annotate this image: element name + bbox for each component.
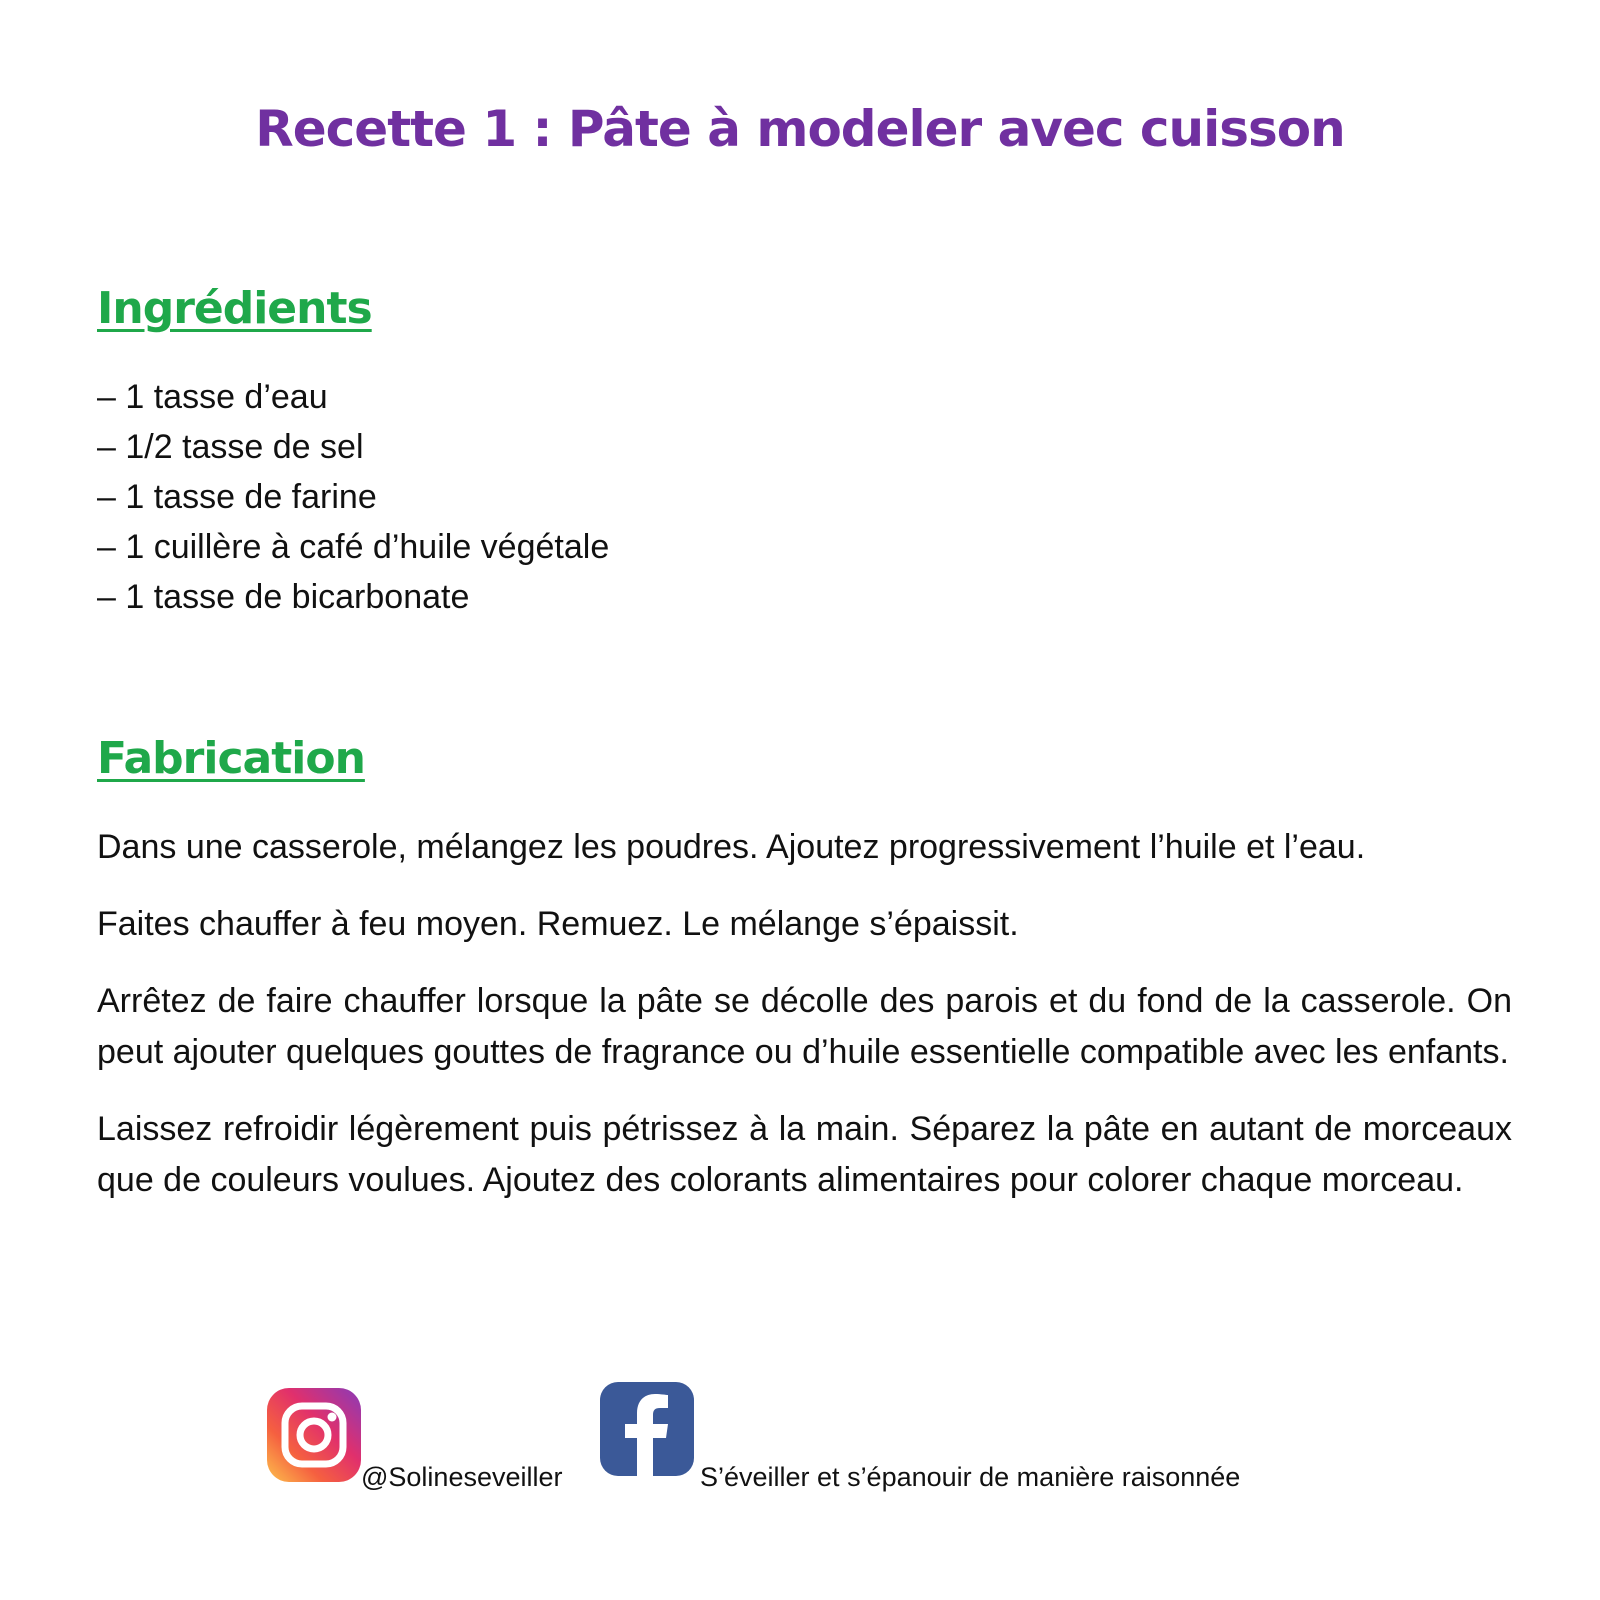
instagram-icon[interactable] [267,1388,361,1482]
ingredients-heading: Ingrédients [97,283,372,334]
step-paragraph: Dans une casserole, mélangez les poudres. Ajoutez progressivement l’huile et l’eau. [97,828,1366,866]
fabrication-heading: Fabrication [97,733,365,784]
ingredient-item: – 1 tasse d’eau [97,378,328,416]
facebook-icon[interactable] [600,1382,694,1476]
social-footer [267,1380,1367,1490]
ingredient-item: – 1 tasse de bicarbonate [97,578,470,616]
ingredient-item: – 1/2 tasse de sel [97,428,364,466]
ingredient-item: – 1 tasse de farine [97,478,377,516]
ingredient-item: – 1 cuillère à café d’huile végétale [97,528,610,566]
step-paragraph: Faites chauffer à feu moyen. Remuez. Le mélange s’épaissit. [97,905,1019,943]
facebook-page-name[interactable]: S’éveiller et s’épanouir de manière raisonnée [700,1462,1241,1492]
fabrication-steps [97,822,1512,1232]
instagram-handle[interactable]: @Solineseveiller [361,1462,563,1492]
step-paragraph: Laissez refroidir légèrement puis pétrissez à la main. Séparez la pâte en autant de morceaux que de couleurs voulues. Ajoutez des colorants alimentaires pour colorer chaque morceau. [97,1110,1512,1199]
ingredients-list [97,372,609,622]
step-paragraph: Arrêtez de faire chauffer lorsque la pâte se décolle des parois et du fond de la casserole. On peut ajouter quelques gouttes de fragrance ou d’huile essentielle compatible avec les enfants. [97,982,1512,1071]
page-title: Recette 1 : Pâte à modeler avec cuisson [255,100,1345,158]
